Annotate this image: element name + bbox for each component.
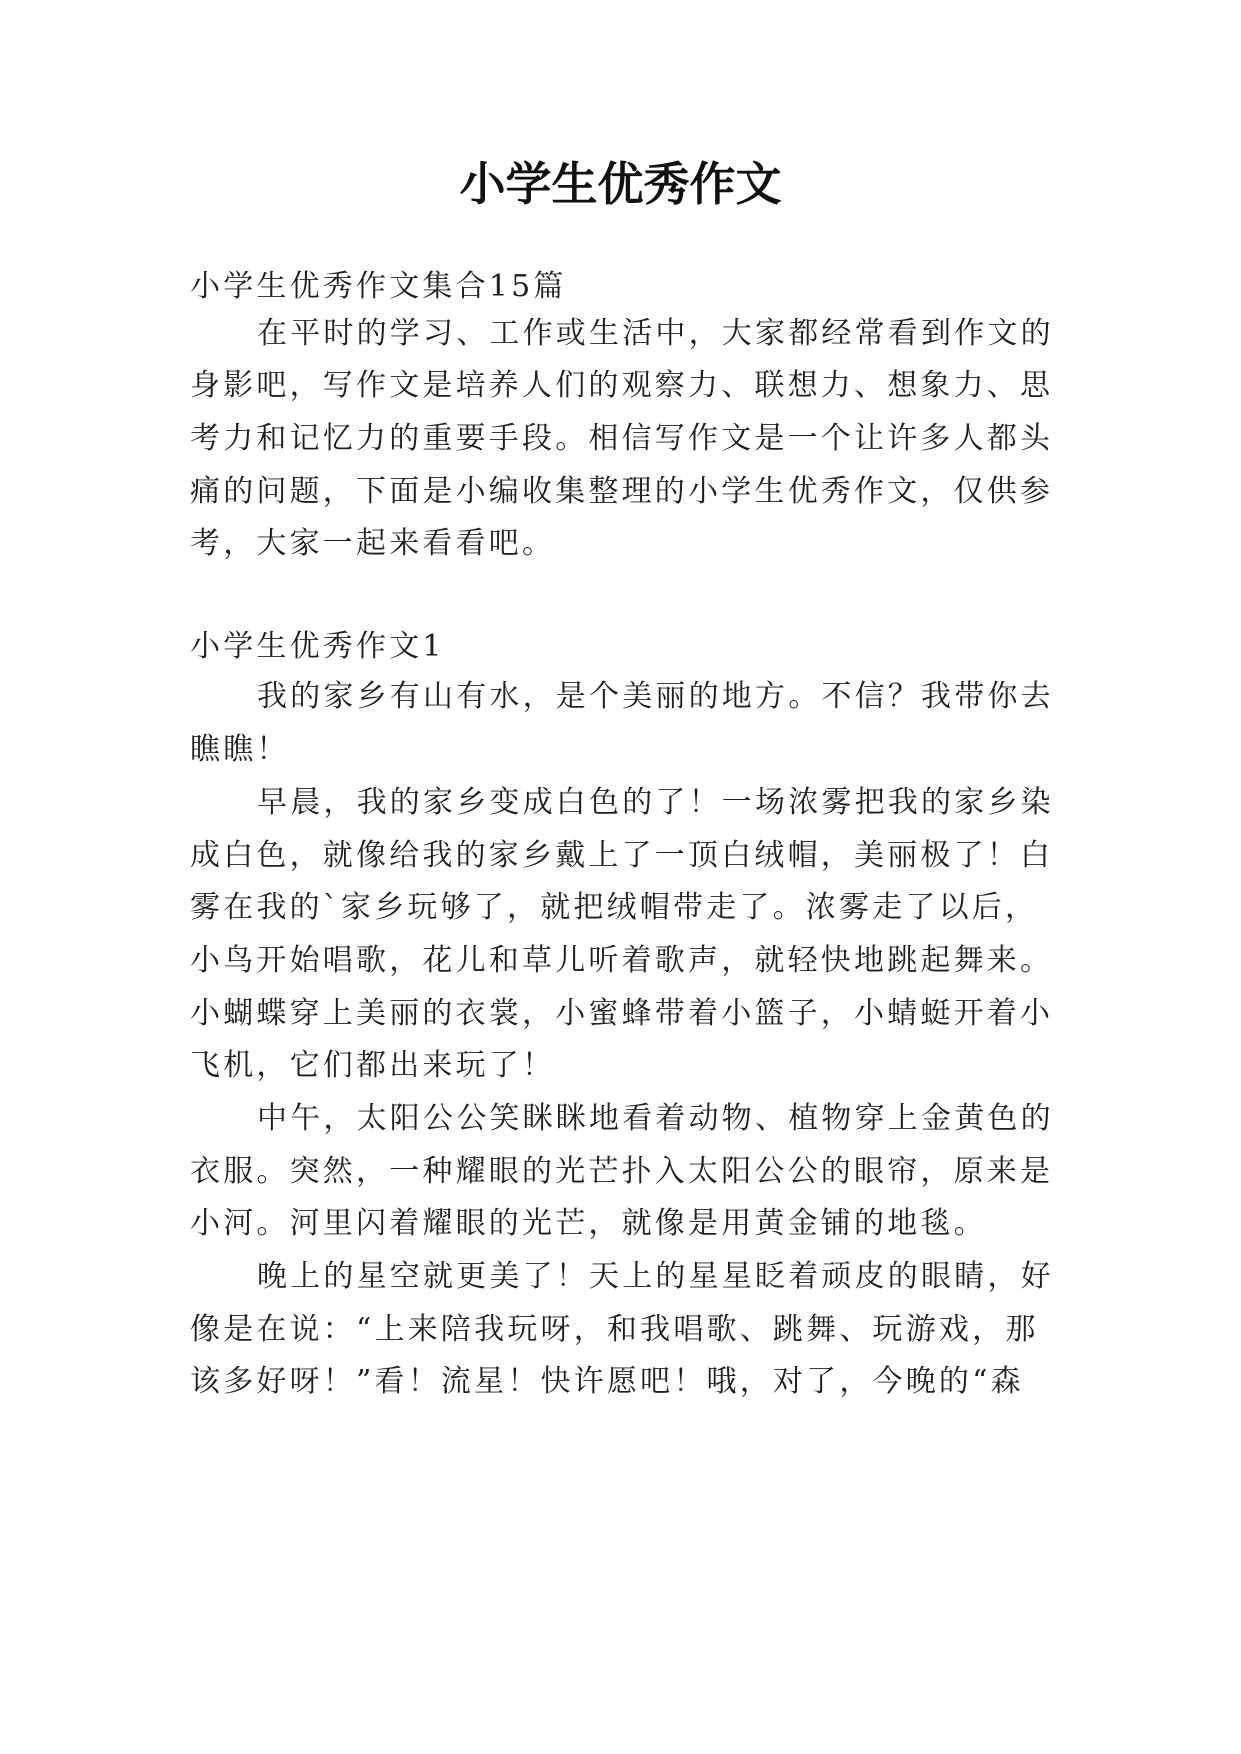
- paragraph-line: 该多好呀！”看！流星！快许愿吧！哦，对了，今晚的“森: [190, 1364, 1024, 1399]
- paragraph-line: 中午，太阳公公笑眯眯地看着动物、植物穿上金黄色的: [257, 1101, 1054, 1136]
- paragraph-line: 小蝴蝶穿上美丽的衣裳，小蜜蜂带着小篮子，小蜻蜓开着小: [190, 996, 1054, 1031]
- paragraph-line: 我的家乡有山有水，是个美丽的地方。不信？我带你去: [257, 679, 1054, 714]
- paragraph-line: 像是在说：“上来陪我玩呀，和我唱歌、跳舞、玩游戏，那: [190, 1312, 1039, 1347]
- paragraph-line: 早晨，我的家乡变成白色的了！一场浓雾把我的家乡染: [257, 785, 1054, 820]
- paragraph-line: 衣服。突然，一种耀眼的光芒扑入太阳公公的眼帘，原来是: [190, 1154, 1054, 1189]
- paragraph-line: 雾在我的`家乡玩够了，就把绒帽带走了。浓雾走了以后，: [190, 890, 1039, 925]
- intro-line: 身影吧，写作文是培养人们的观察力、联想力、想象力、思: [190, 368, 1054, 403]
- paragraph-line: 成白色，就像给我的家乡戴上了一顶白绒帽，美丽极了！白: [190, 838, 1054, 873]
- document-subtitle: 小学生优秀作文集合15篇: [190, 269, 567, 304]
- paragraph-line: 小河。河里闪着耀眼的光芒，就像是用黄金铺的地毯。: [190, 1206, 987, 1241]
- intro-line: 在平时的学习、工作或生活中，大家都经常看到作文的: [257, 316, 1054, 351]
- intro-line: 痛的问题，下面是小编收集整理的小学生优秀作文，仅供参: [190, 474, 1054, 509]
- paragraph-line: 飞机，它们都出来玩了！: [190, 1048, 556, 1083]
- paragraph-line: 晚上的星空就更美了！天上的星星眨着顽皮的眼睛，好: [257, 1259, 1054, 1294]
- intro-line: 考，大家一起来看看吧。: [190, 526, 556, 561]
- document-title: 小学生优秀作文: [459, 157, 782, 211]
- intro-line: 考力和记忆力的重要手段。相信写作文是一个让许多人都头: [190, 421, 1054, 456]
- essay-heading: 小学生优秀作文1: [190, 629, 445, 664]
- paragraph-line: 小鸟开始唱歌，花儿和草儿听着歌声，就轻快地跳起舞来。: [190, 943, 1054, 978]
- paragraph-line: 瞧瞧！: [190, 732, 290, 767]
